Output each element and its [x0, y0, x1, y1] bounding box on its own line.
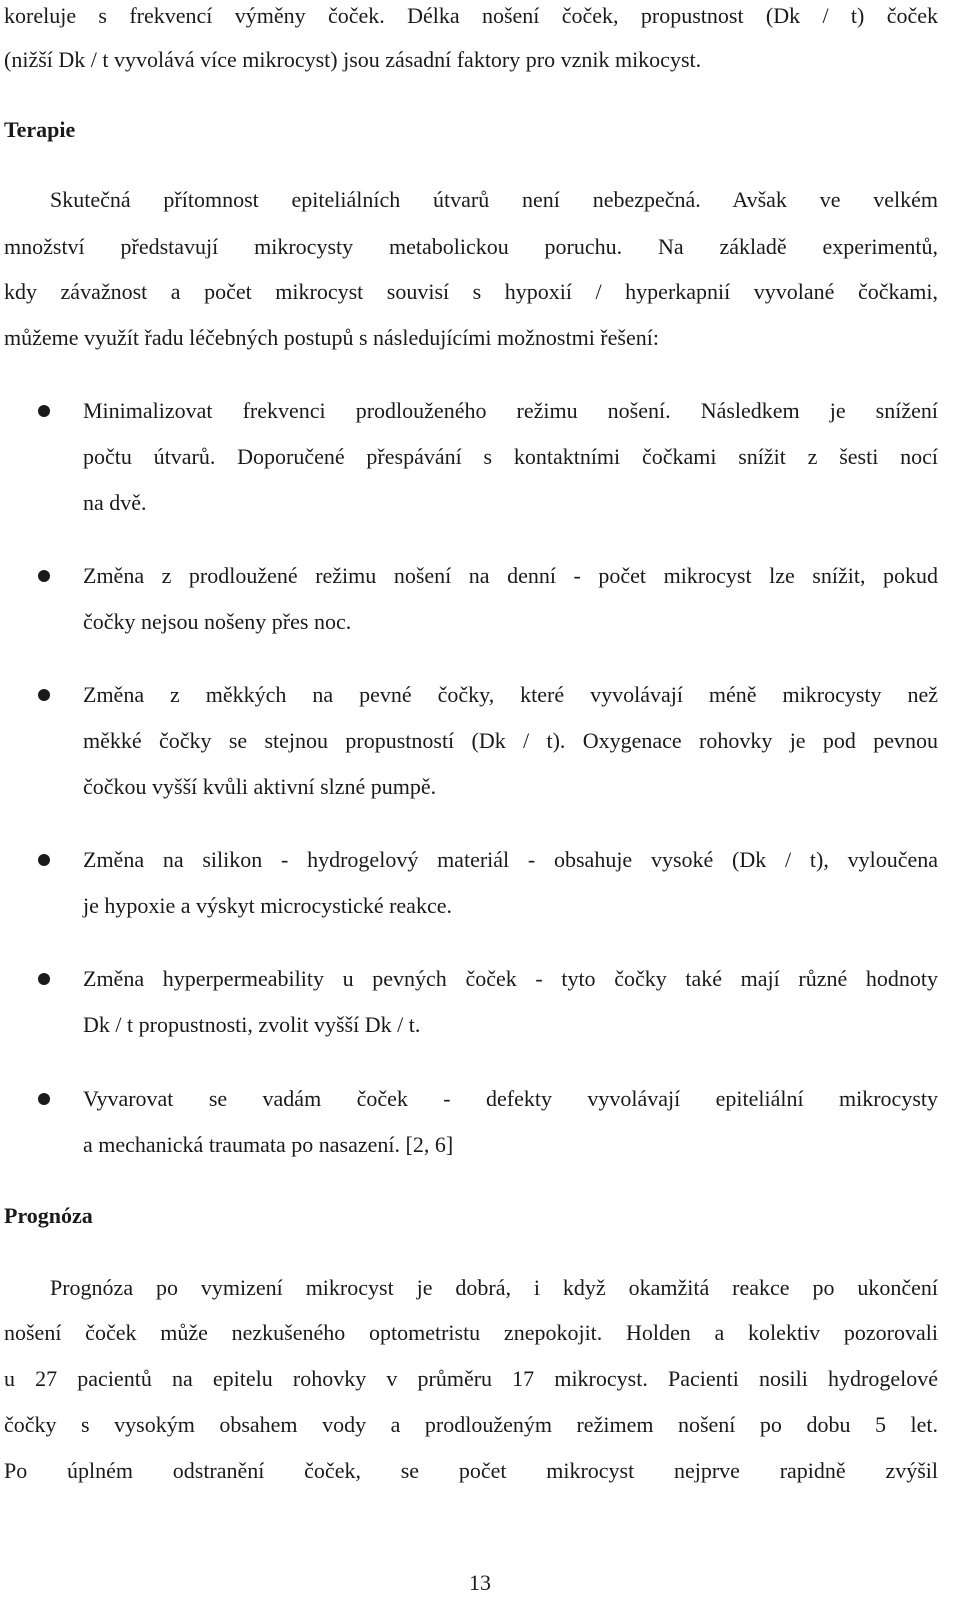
bullet-item-line: počtu útvarů. Doporučené přespávání s kontaktními čočkami snížit z šesti nocí — [83, 444, 938, 469]
bullet-item-line: Změna z prodloužené režimu nošení na denní - počet mikrocyst lze snížit, pokud — [83, 563, 938, 588]
prognosis-paragraph-line: u 27 pacientů na epitelu rohovky v průměru 17 mikrocyst. Pacienti nosili hydrogelové — [4, 1366, 938, 1391]
therapy-paragraph-line: množství představují mikrocysty metabolickou poruchu. Na základě experimentů, — [4, 234, 938, 259]
bullet-item-line: Změna na silikon - hydrogelový materiál - obsahuje vysoké (Dk / t), vyloučena — [83, 847, 938, 872]
therapy-paragraph-line: můžeme využít řadu léčebných postupů s následujícími možnostmi řešení: — [4, 325, 659, 350]
bullet-item-line: Dk / t propustnosti, zvolit vyšší Dk / t. — [83, 1012, 421, 1037]
page-number: 13 — [469, 1570, 491, 1595]
bullet-item-line: čočkou vyšší kvůli aktivní slzné pumpě. — [83, 774, 437, 799]
bullet-icon — [38, 973, 50, 985]
bullet-icon — [38, 689, 50, 701]
bullet-item-line: měkké čočky se stejnou propustností (Dk / t). Oxygenace rohovky je pod pevnou — [83, 728, 938, 753]
bullet-item-line: Změna hyperpermeability u pevných čoček - tyto čočky také mají různé hodnoty — [83, 966, 938, 991]
section-heading-therapy: Terapie — [4, 117, 76, 142]
bullet-item-line: Vyvarovat se vadám čoček - defekty vyvolávají epiteliální mikrocysty — [83, 1086, 938, 1111]
intro-line: koreluje s frekvencí výměny čoček. Délka nošení čoček, propustnost (Dk / t) čoček — [4, 3, 938, 28]
bullet-icon — [38, 405, 50, 417]
bullet-item-line: a mechanická traumata po nasazení. [2, 6] — [83, 1132, 454, 1157]
prognosis-paragraph-line: čočky s vysokým obsahem vody a prodlouženým režimem nošení po dobu 5 let. — [4, 1412, 938, 1437]
prognosis-paragraph-line: Prognóza po vymizení mikrocyst je dobrá, i když okamžitá reakce po ukončení — [50, 1275, 938, 1300]
prognosis-paragraph-line: nošení čoček může nezkušeného optometristu znepokojit. Holden a kolektiv pozorovali — [4, 1320, 938, 1345]
bullet-icon — [38, 570, 50, 582]
prognosis-paragraph-line: Po úplném odstranění čoček, se počet mikrocyst nejprve rapidně zvýšil — [4, 1458, 938, 1483]
bullet-item-line: čočky nejsou nošeny přes noc. — [83, 609, 352, 634]
bullet-item-line: Minimalizovat frekvenci prodlouženého režimu nošení. Následkem je snížení — [83, 398, 938, 423]
bullet-icon — [38, 854, 50, 866]
bullet-item-line: je hypoxie a výskyt microcystické reakce. — [83, 893, 452, 918]
section-heading-prognosis: Prognóza — [4, 1203, 93, 1228]
bullet-item-line: Změna z měkkých na pevné čočky, které vyvolávají méně mikrocysty než — [83, 682, 938, 707]
therapy-paragraph-line: Skutečná přítomnost epiteliálních útvarů není nebezpečná. Avšak ve velkém — [50, 187, 938, 212]
intro-line: (nižší Dk / t vyvolává více mikrocyst) jsou zásadní faktory pro vznik mikocyst. — [4, 47, 702, 72]
bullet-icon — [38, 1093, 50, 1105]
therapy-paragraph-line: kdy závažnost a počet mikrocyst souvisí s hypoxií / hyperkapnií vyvolané čočkami, — [4, 279, 938, 304]
bullet-item-line: na dvě. — [83, 490, 147, 515]
